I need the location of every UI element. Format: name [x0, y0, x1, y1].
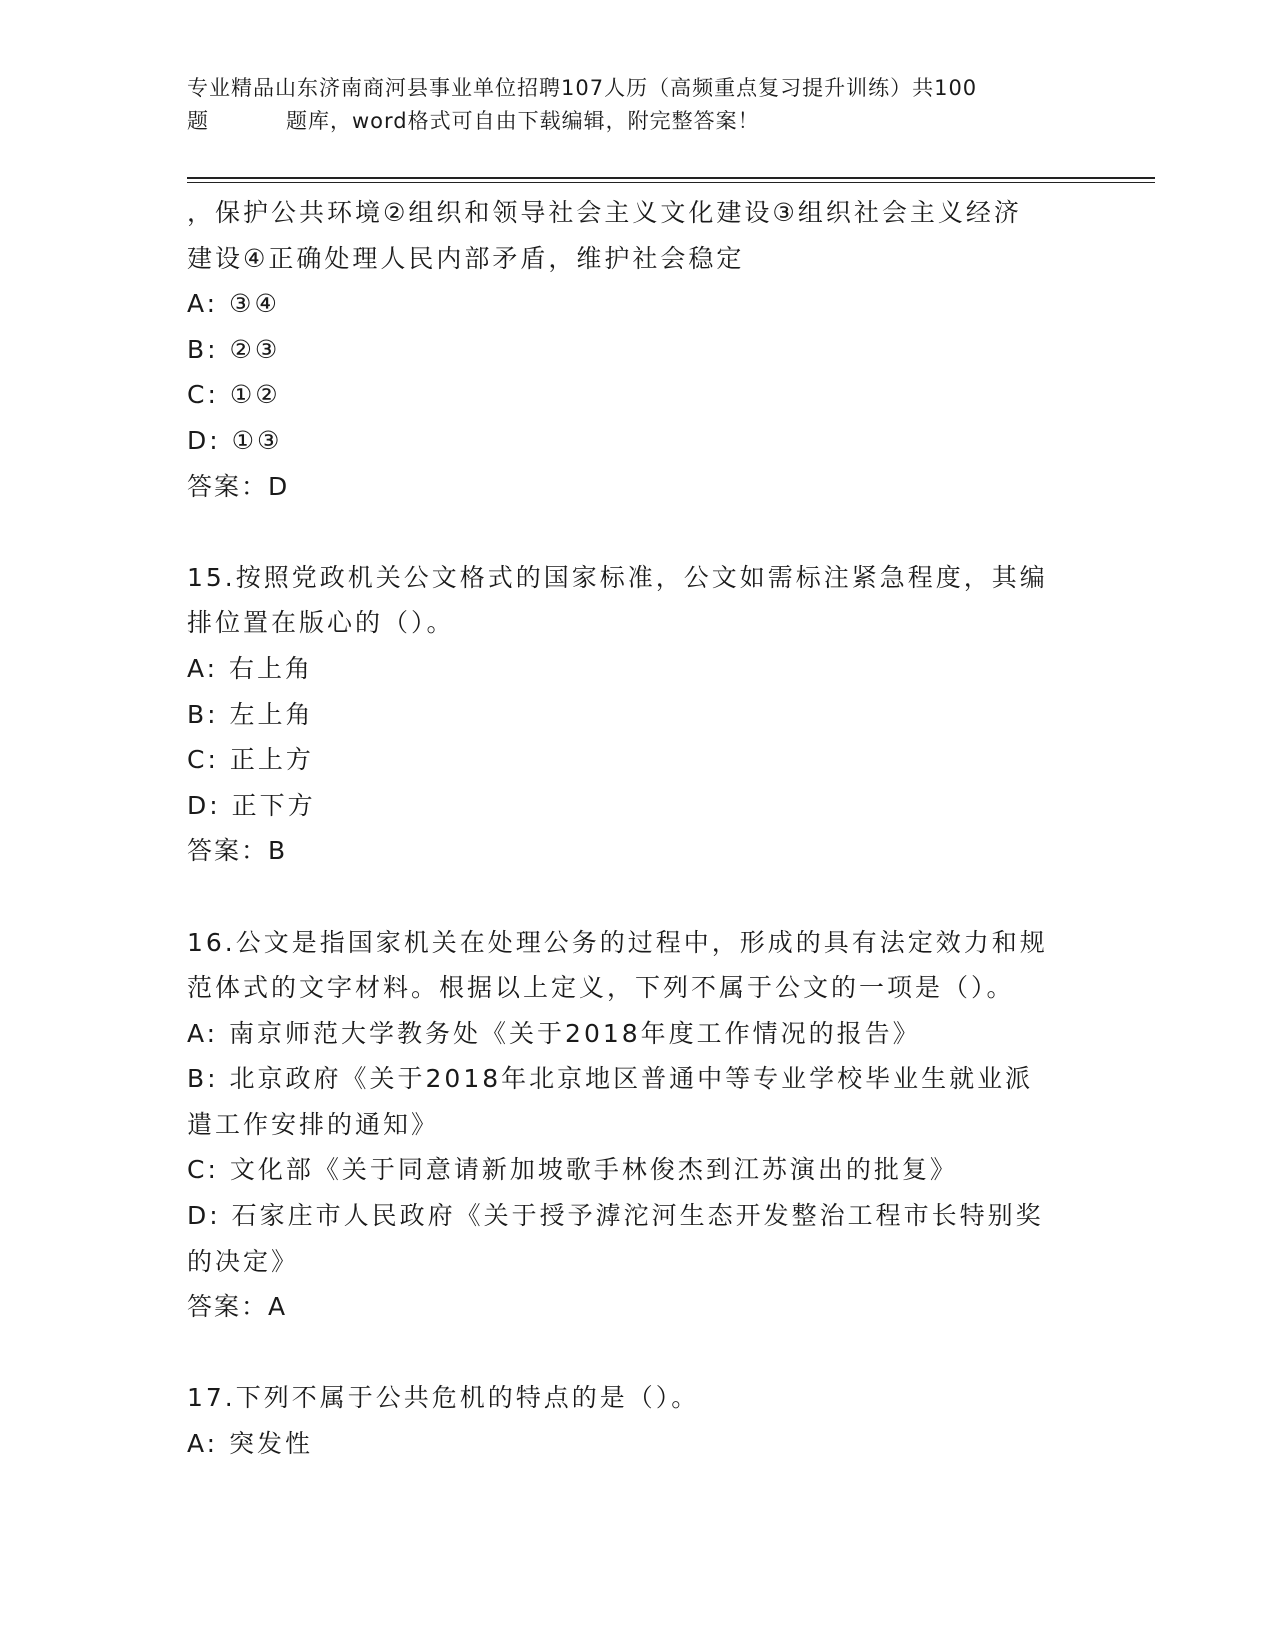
q17-stem-line-1: 17.下列不属于公共危机的特点的是（）。 — [187, 1383, 700, 1413]
header-title-line: 专业精品山东济南商河县事业单位招聘107人历（高频重点复习提升训练）共100 — [187, 76, 978, 100]
q15-option-b: B: 左上角 — [187, 699, 314, 729]
q14-option-b: B: ②③ — [187, 334, 281, 364]
q16-option-a: A: 南京师范大学教务处《关于2018年度工作情况的报告》 — [187, 1018, 921, 1048]
q14-option-a: A: ③④ — [187, 289, 280, 319]
q15-option-d: D: 正下方 — [187, 790, 316, 820]
q16-stem-line-2: 范体式的文字材料。根据以上定义，下列不属于公文的一项是（）。 — [187, 973, 1015, 1003]
q16-stem-line-1: 16.公文是指国家机关在处理公务的过程中，形成的具有法定效力和规 — [187, 927, 1048, 957]
header-subtitle-prefix: 题 — [187, 109, 209, 133]
spacer — [187, 874, 1087, 920]
q15-option-c: C: 正上方 — [187, 745, 314, 775]
q14-option-c: C: ①② — [187, 380, 281, 410]
document-header — [187, 72, 1087, 138]
q14-option-d: D: ①③ — [187, 425, 283, 455]
question-content — [187, 190, 1087, 1467]
q16-option-c: C: 文化部《关于同意请新加坡歌手林俊杰到江苏演出的批复》 — [187, 1155, 958, 1185]
q15-option-a: A: 右上角 — [187, 653, 314, 683]
q16-answer: 答案：A — [187, 1292, 288, 1322]
header-rule-thick — [187, 177, 1155, 179]
q14-stem-line-2: 建设④正确处理人民内部矛盾，维护社会稳定 — [187, 243, 745, 273]
q16-option-d-line-1: D: 石家庄市人民政府《关于授予滹沱河生态开发整治工程市长特别奖 — [187, 1201, 1044, 1231]
q16-option-b-line-2: 遣工作安排的通知》 — [187, 1109, 440, 1139]
q14-stem-line-1: ，保护公共环境②组织和领导社会主义文化建设③组织社会主义经济 — [187, 198, 1022, 227]
q15-stem-line-1: 15.按照党政机关公文格式的国家标准，公文如需标注紧急程度，其编 — [187, 562, 1048, 592]
header-rule-thin — [187, 182, 1155, 183]
q16-option-b-line-1: B: 北京政府《关于2018年北京地区普通中等专业学校毕业生就业派 — [187, 1064, 1034, 1094]
q14-answer: 答案：D — [187, 471, 290, 501]
header-subtitle-text: 题库，word格式可自由下载编辑，附完整答案！ — [286, 109, 760, 133]
spacer — [187, 509, 1087, 555]
spacer — [187, 1330, 1087, 1376]
header-subtitle-line — [187, 105, 1087, 138]
q16-option-d-line-2: 的决定》 — [187, 1246, 300, 1276]
q15-answer: 答案：B — [187, 836, 288, 866]
q17-option-a: A: 突发性 — [187, 1429, 314, 1459]
q15-stem-line-2: 排位置在版心的（）。 — [187, 608, 455, 638]
